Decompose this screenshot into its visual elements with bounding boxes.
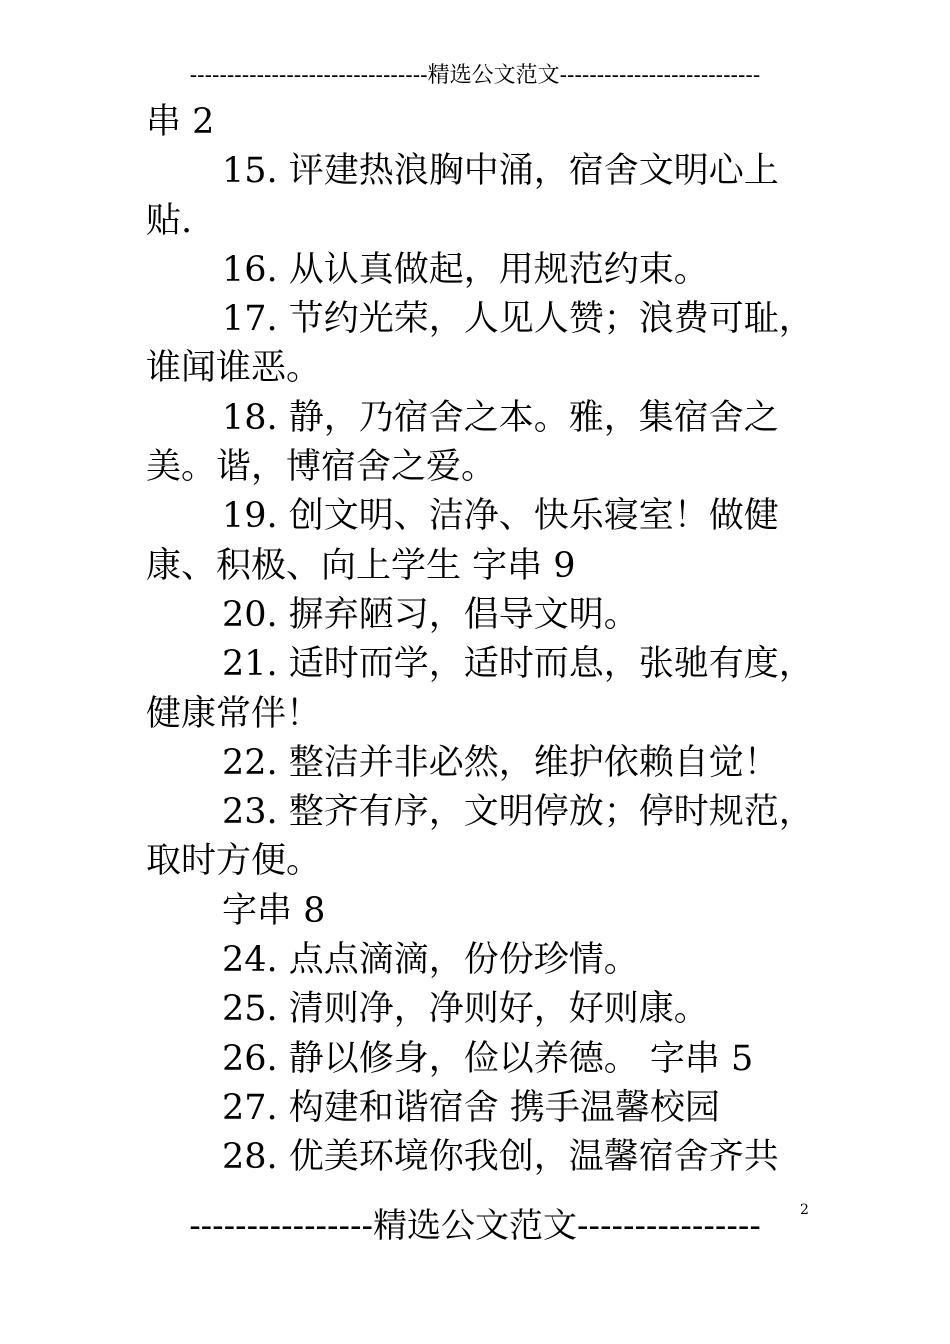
line-6: 20. 摒弃陋习，倡导文明。 (222, 594, 639, 635)
line-11: 24. 点点滴滴，份份珍情。 (222, 940, 639, 981)
line-9: 23. 整齐有序，文明停放；停时规范，取时方便。 (146, 792, 814, 882)
line-0: 串 2 (146, 102, 215, 142)
page-number: 2 (800, 1202, 809, 1218)
document-body (146, 98, 814, 1183)
line-4: 18. 静，乃宿舍之本。雅，集宿舍之美。谐，博宿舍之爱。 (146, 397, 779, 488)
line-10: 字串 8 (222, 890, 326, 931)
line-12: 25. 清则净，净则好，好则康。 (222, 989, 709, 1030)
line-13: 26. 静以修身，俭以养德。 字串 5 (222, 1038, 754, 1079)
line-1: 15. 评建热浪胸中涌，宿舍文明心上贴. (146, 151, 779, 241)
line-7: 21. 适时而学，适时而息，张驰有度，健康常伴！ (146, 644, 814, 734)
page-header: --------------------------------精选公文范文--------------------------- (189, 63, 761, 88)
line-2: 16. 从认真做起，用规范约束。 (222, 249, 709, 290)
line-14: 27. 构建和谐宿舍 携手温馨校园 (222, 1087, 720, 1128)
line-8: 22. 整洁并非必然，维护依赖自觉！ (222, 742, 779, 783)
page-footer: ----------------精选公文范文---------------- (189, 1206, 761, 1246)
line-5: 19. 创文明、洁净、快乐寝室！做健康、积极、向上学生 字串 9 (146, 496, 779, 586)
line-3: 17. 节约光荣，人见人赞；浪费可耻，谁闻谁恶。 (146, 299, 814, 389)
line-15: 28. 优美环境你我创，温馨宿舍齐共 (222, 1137, 779, 1178)
